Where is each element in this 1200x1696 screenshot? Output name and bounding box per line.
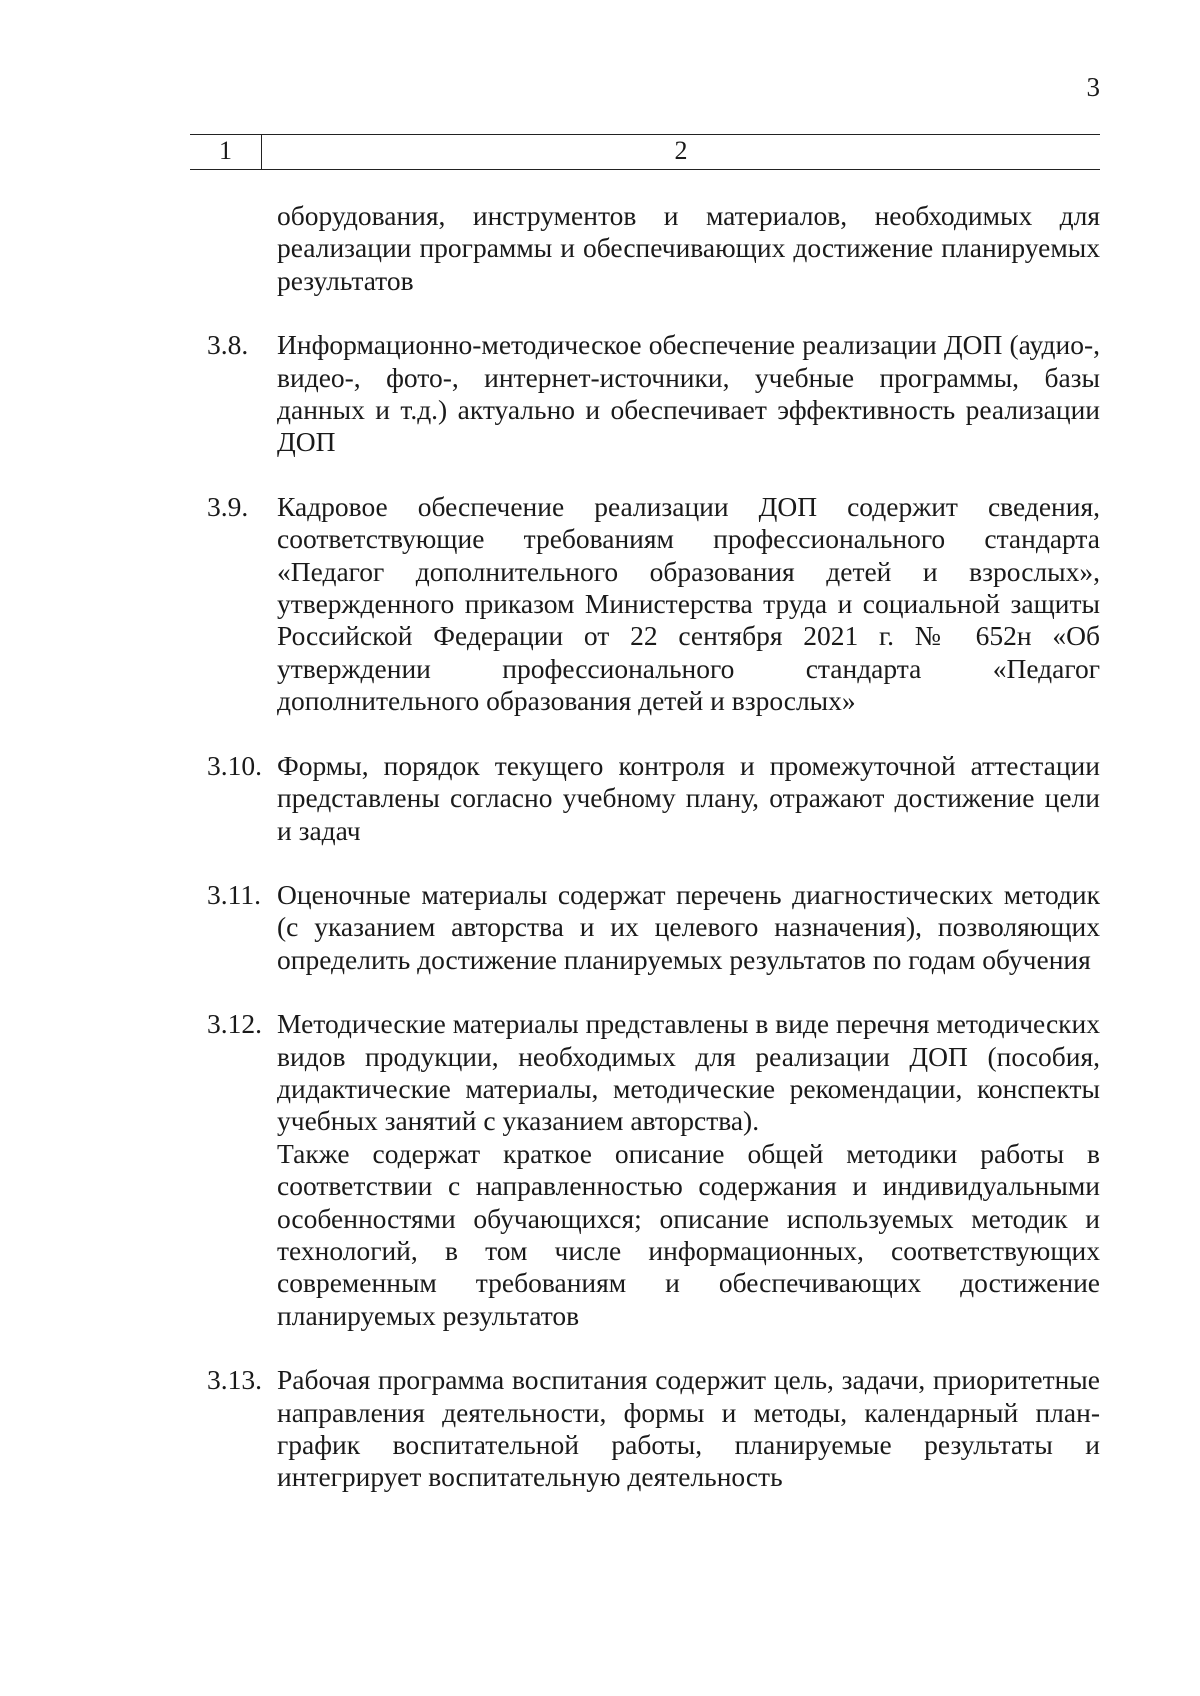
item-text bbox=[277, 1364, 1100, 1494]
page-number: 3 bbox=[1086, 72, 1100, 102]
list-item bbox=[207, 1008, 1100, 1332]
item-paragraph: Кадровое обеспечение реализации ДОП содержит сведения, соответствующие требованиям профессионального стандарта «Педагог дополнительного образования детей и взрослых», утвержденного приказом Министерства труда и социальной защиты Российской Федерации от 22 сентября 2021 г. № 652н «Об утверждении профессионального стандарта «Педагог дополнительного образования детей и взрослых» bbox=[277, 490, 1100, 717]
table-column-header bbox=[190, 134, 1100, 170]
item-paragraph: оборудования, инструментов и материалов, необходимых для реализации программы и обеспечивающих достижение планируемых результатов bbox=[277, 200, 1100, 296]
list-item bbox=[207, 750, 1100, 847]
item-text bbox=[277, 491, 1100, 718]
item-text bbox=[277, 750, 1100, 847]
column-number-2: 2 bbox=[674, 136, 688, 165]
item-paragraph: Методические материалы представлены в виде перечня методических видов продукции, необходимых для реализации ДОП (пособия, дидактические материалы, методические рекомендации, конспекты учебных занятий с указанием авторства). bbox=[277, 1008, 1100, 1137]
list-item bbox=[207, 329, 1100, 459]
item-number: 3.12. bbox=[207, 1008, 262, 1040]
item-number: 3.13. bbox=[207, 1364, 262, 1396]
column-number-1: 1 bbox=[190, 135, 262, 169]
list-item bbox=[207, 879, 1100, 976]
item-text bbox=[277, 329, 1100, 459]
item-number: 3.9. bbox=[207, 490, 249, 522]
item-paragraph: Информационно-методическое обеспечение реализации ДОП (аудио-, видео-, фото-, интернет-источники, учебные программы, базы данных и т.д.) актуально и обеспечивает эффективность реализации ДОП bbox=[277, 329, 1100, 458]
item-paragraph: Формы, порядок текущего контроля и промежуточной аттестации представлены согласно учебному плану, отражают достижение цели и задач bbox=[277, 749, 1100, 846]
item-paragraph: Также содержат краткое описание общей методики работы в соответствии с направленностью содержания и индивидуальными особенностями обучающихся; описание используемых методик и технологий, в том числе информационных, соответствующих современным требованиям и обеспечивающих достижение планируемых результатов bbox=[277, 1137, 1100, 1331]
item-paragraph: Оценочные материалы содержат перечень диагностических методик (с указанием авторства и их целевого назначения), позволяющих определить достижение планируемых результатов по годам обучения bbox=[277, 878, 1100, 975]
item-number: 3.11. bbox=[207, 878, 261, 910]
item-text bbox=[277, 1008, 1100, 1332]
document-body bbox=[207, 200, 1100, 1526]
item-number bbox=[207, 200, 277, 297]
item-paragraph: Рабочая программа воспитания содержит цель, задачи, приоритетные направления деятельности, формы и методы, календарный план-график воспитательной работы, планируемые результаты и интегрирует воспитательную деятельность bbox=[277, 1364, 1100, 1493]
list-item bbox=[207, 1364, 1100, 1494]
item-number: 3.10. bbox=[207, 749, 262, 781]
item-number: 3.8. bbox=[207, 329, 249, 361]
list-item bbox=[207, 200, 1100, 297]
item-text bbox=[277, 200, 1100, 297]
list-item bbox=[207, 491, 1100, 718]
item-text bbox=[277, 879, 1100, 976]
